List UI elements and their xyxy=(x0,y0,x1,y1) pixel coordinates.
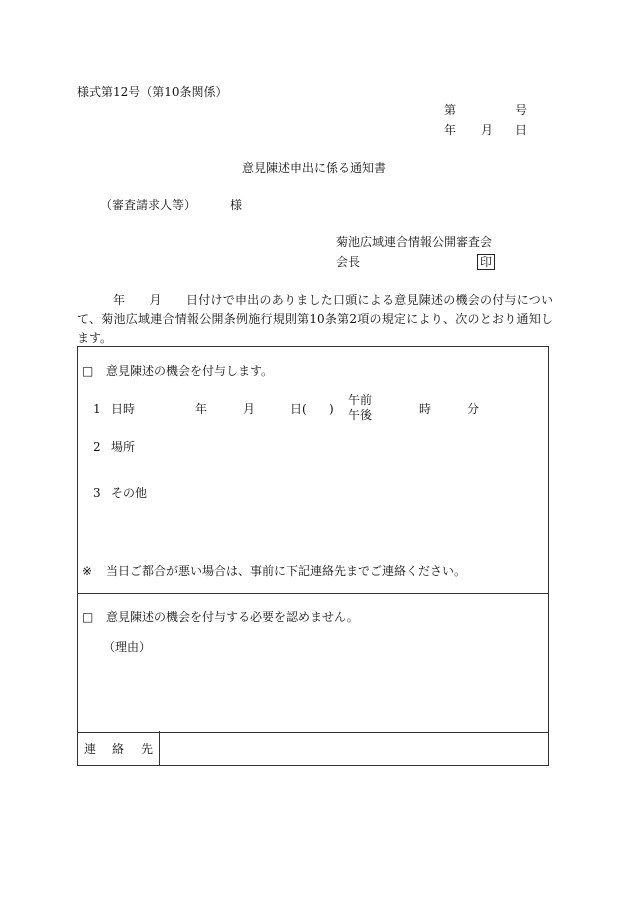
deny-checkbox[interactable]: □ xyxy=(82,610,94,624)
document-title: 意見陳述申出に係る通知書 xyxy=(242,161,387,175)
intro-body: 日付けで申出のありました口頭による意見陳述の機会の付与について、菊池広域連合情報公開条例施行規則第10条第2項の規定により、次のとおり通知します。 xyxy=(77,293,553,345)
am-pm-stack xyxy=(348,393,372,423)
item1-number: 1 xyxy=(93,402,101,416)
date-month: 月 xyxy=(481,123,494,137)
form-number: 様式第12号（第10条関係） xyxy=(77,85,228,99)
am-label: 午前 xyxy=(348,393,373,407)
item2-number: 2 xyxy=(93,440,101,454)
note-text: 当日ご都合が悪い場合は、事前に下記連絡先までご連絡ください。 xyxy=(106,564,467,578)
doc-number-dai: 第 xyxy=(444,103,457,117)
contact-label-3: 先 xyxy=(141,742,154,756)
intro-month: 月 xyxy=(149,293,162,307)
sender-organization: 菊池広域連合情報公開審査会 xyxy=(336,235,493,249)
sender-title: 会長 xyxy=(336,255,361,269)
date-year: 年 xyxy=(444,123,457,137)
contact-label-1: 連 xyxy=(84,742,97,756)
item1-close-paren: ) xyxy=(329,402,334,416)
item1-year: 年 xyxy=(195,402,208,416)
deny-heading: 意見陳述の機会を付与する必要を認めません。 xyxy=(106,610,359,624)
item1-hour: 時 xyxy=(419,402,432,416)
item1-month: 月 xyxy=(243,402,256,416)
grant-heading: 意見陳述の機会を付与します。 xyxy=(106,364,274,378)
contact-label-2: 絡 xyxy=(112,742,125,756)
item2-label: 場所 xyxy=(111,440,136,454)
recipient-sama: 様 xyxy=(230,198,243,212)
doc-number-go: 号 xyxy=(515,103,528,117)
contact-divider xyxy=(78,732,548,733)
item3-number: 3 xyxy=(93,486,101,500)
grant-checkbox[interactable]: □ xyxy=(82,364,94,378)
note-mark: ※ xyxy=(82,564,93,578)
section-divider xyxy=(78,593,548,594)
date-day: 日 xyxy=(515,123,528,137)
seal-mark: 印 xyxy=(477,254,495,270)
item1-minute: 分 xyxy=(467,402,480,416)
intro-year: 年 xyxy=(113,293,126,307)
pm-label: 午後 xyxy=(348,408,373,422)
reason-label: （理由） xyxy=(103,640,152,654)
item1-label: 日時 xyxy=(111,402,136,416)
recipient-label: （審査請求人等） xyxy=(100,198,197,212)
intro-paragraph xyxy=(77,291,553,348)
item1-day: 日( xyxy=(290,402,307,416)
contact-column-line xyxy=(159,731,160,765)
item3-label: その他 xyxy=(111,486,148,500)
